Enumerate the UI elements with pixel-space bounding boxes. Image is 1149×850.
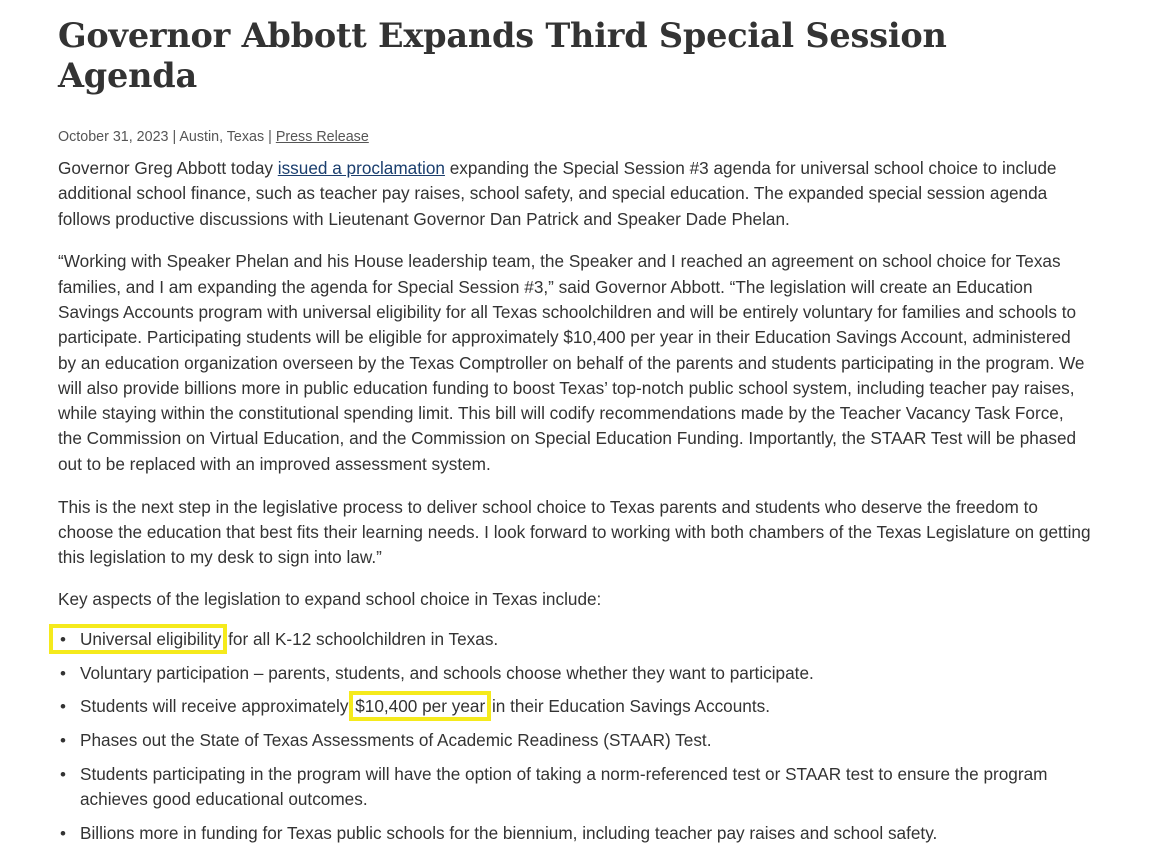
list-item: • Phases out the State of Texas Assessments of Academic Readiness (STAAR) Test. [58, 728, 1091, 753]
publish-date: October 31, 2023 [58, 129, 169, 145]
article-meta [58, 127, 1091, 147]
list-item-text: for all K-12 schoolchildren in Texas. [223, 628, 499, 649]
meta-separator: | [168, 129, 180, 145]
key-aspects-intro: Key aspects of the legislation to expand school choice in Texas include: [58, 589, 602, 610]
list-item: • Billions more in funding for Texas public schools for the biennium, including teacher pay raises and school safety. [58, 821, 1091, 846]
meta-separator: | [264, 129, 276, 145]
page-title: Governor Abbott Expands Third Special Session Agenda [58, 16, 947, 95]
location: Austin, Texas [179, 129, 265, 145]
proclamation-link[interactable]: issued a proclamation [277, 158, 445, 178]
list-item: • Students participating in the program will have the option of taking a norm-referenced test or STAAR test to ensure the program achieves good educational outcomes. [58, 762, 1091, 813]
intro-paragraph [58, 156, 1091, 232]
list-item: • Voluntary participation – parents, students, and schools choose whether they want to participate. [58, 661, 1091, 686]
quote-paragraph-closing: This is the next step in the legislative process to deliver school choice to Texas parents and students who deserve the freedom to choose the education that best fits their learning needs. I look forward to working with both chambers of the Texas Legislature on getting this legislation to my desk to sign into law.” [58, 496, 1091, 568]
key-aspects-list [58, 627, 1091, 847]
highlighted-text: $10,400 per year [355, 696, 486, 717]
list-item [58, 627, 1091, 652]
list-item-text: Students will receive approximately [80, 696, 354, 717]
list-item [58, 694, 1091, 719]
list-item-text: in their Education Savings Accounts. [487, 696, 770, 717]
category-link[interactable]: Press Release [275, 129, 369, 145]
quote-paragraph: “Working with Speaker Phelan and his House leadership team, the Speaker and I reached an agreement on school choice for Texas families, and I am expanding the agenda for Special Session #3,” said Governor Abbott. “The legislation will create an Education Savings Accounts program with universal eligibility for all Texas schoolchildren and will be entirely voluntary for families and schools to participate. Participating students will be eligible for approximately $10,400 per year in their Education Savings Account, administered by an education organization overseen by the Texas Comptroller on behalf of the parents and students participating in the program. We will also provide billions more in public education funding to boost Texas’ top-notch public school system, including teacher pay raises, while staying within the constitutional spending limit. This bill will codify recommendations made by the Teacher Vacancy Task Force, the Commission on Virtual Education, and the Commission on Special Education Funding. Importantly, the STAAR Test will be phased out to be replaced with an improved assessment system. [58, 251, 1085, 474]
highlighted-text: Universal eligibility [53, 628, 223, 650]
intro-text-continued: expanding the Special Session #3 agenda for universal school choice to include additional school finance, such as teacher pay raises, school safety, and special education. The expanded special session agenda follows productive discussions with Lieutenant Governor Dan Patrick and Speaker Dade Phelan. [58, 158, 1057, 229]
intro-text: Governor Greg Abbott today [58, 158, 278, 178]
